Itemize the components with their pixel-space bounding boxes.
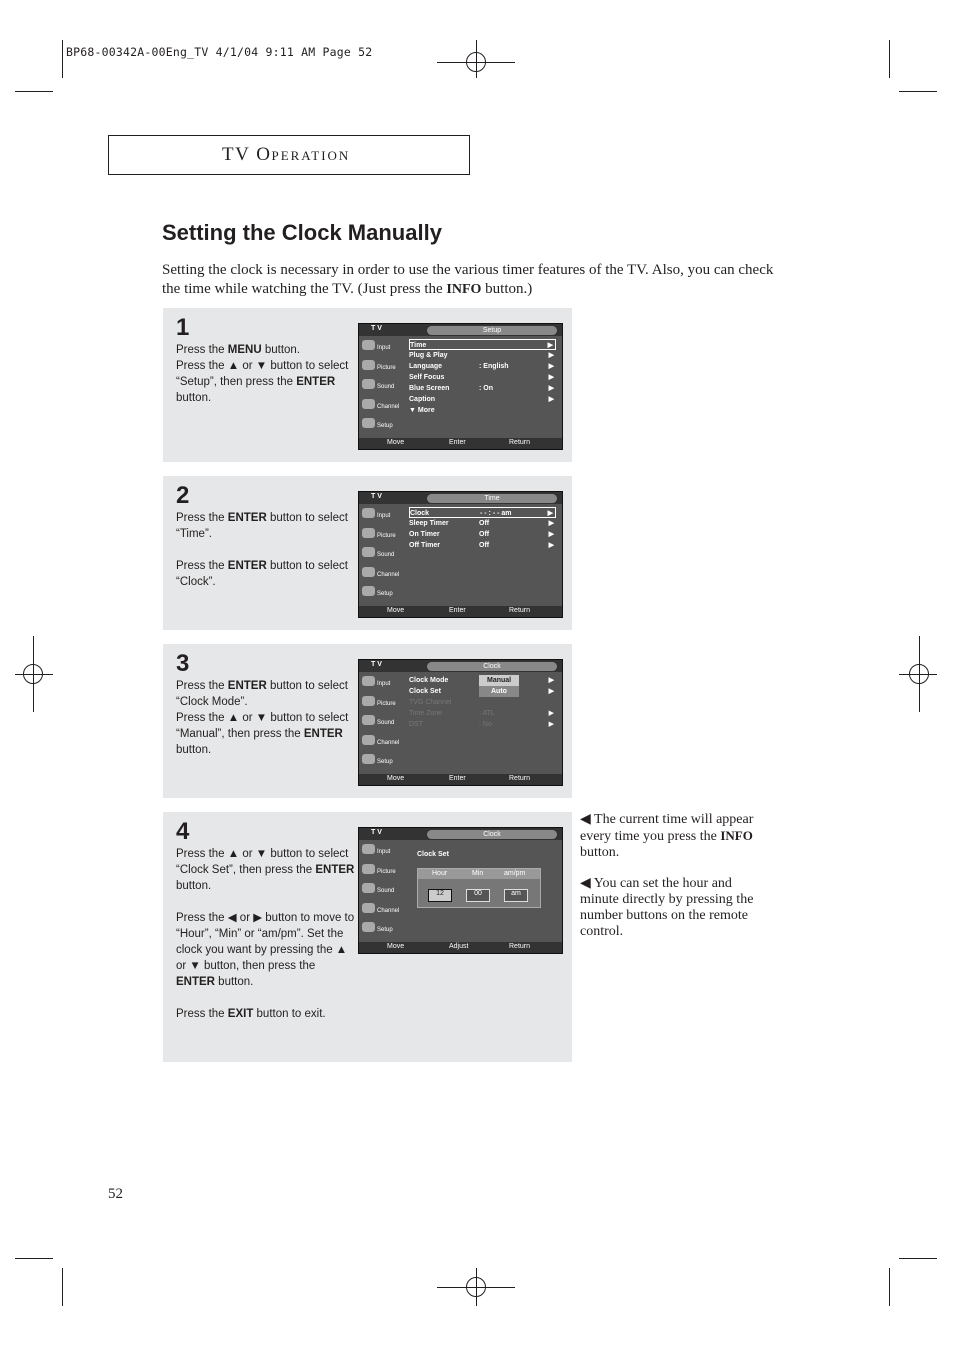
crop-mark <box>15 674 53 675</box>
intro-text-end: button.) <box>481 280 533 297</box>
crop-mark <box>889 40 890 78</box>
menu-row: ▼ More <box>409 407 435 414</box>
menu-row: TVG Channel <box>409 699 452 706</box>
text: button. <box>176 392 212 404</box>
step-number: 4 <box>176 818 190 845</box>
menu-title: Setup <box>427 326 557 335</box>
crop-mark <box>899 674 937 675</box>
tv-screen: T V Clock Input Picture Sound Channel Setup Clock Mode Manual ▶ Clock Set Auto ▶ TVG Channel Time Zone : ATL ▶ DST : No ▶ Move Enter Return <box>358 659 563 786</box>
tv-screen: T V Time Input Picture Sound Channel Setup Clock - - : - - am ▶ Sleep Timer Off ▶ On Timer Off ▶ Off Timer Off ▶ Move Enter Return <box>358 491 563 618</box>
setup-icon <box>362 754 375 764</box>
sound-icon <box>362 715 375 725</box>
menu-row: Off Timer Off ▶ <box>409 542 554 549</box>
crop-mark <box>62 1268 63 1306</box>
menu-row: On Timer Off ▶ <box>409 531 554 538</box>
menu-row: Language : English ▶ <box>409 363 554 370</box>
intro-info: INFO <box>446 281 482 297</box>
picture-icon <box>362 696 375 706</box>
tv-footer: Move Adjust Return <box>359 942 562 953</box>
crop-mark <box>899 1258 937 1259</box>
menu-row: DST : No ▶ <box>409 721 554 728</box>
menu-row: Time ▶ <box>409 339 556 350</box>
channel-icon <box>362 567 375 577</box>
menu-row: Plug & Play ▶ <box>409 352 554 359</box>
menu-row: Clock - - : - - am ▶ <box>409 507 556 518</box>
menu-row: Sleep Timer Off ▶ <box>409 520 554 527</box>
menu-row: Time Zone : ATL ▶ <box>409 710 554 717</box>
input-icon <box>362 340 375 350</box>
step-text: Press the ▲ or ▼ button to select “Clock Set”, then press the ENTER button. Press the ◀ or ▶ button to move to “Hour”, “Min” or “am/pm”. Set the clock you want by pressing the ▲ or ▼ button, then press the ENTER button. Press the EXIT button to exit. <box>176 848 355 1020</box>
section-op-rest: PERATION <box>271 148 351 163</box>
sound-icon <box>362 547 375 557</box>
crop-mark <box>476 40 477 78</box>
sound-icon <box>362 883 375 893</box>
step-panel-2 <box>163 476 572 630</box>
sidebar-channel: Channel <box>359 395 405 415</box>
sidebar-sound: Sound <box>359 375 405 395</box>
crop-mark <box>476 1268 477 1306</box>
input-icon <box>362 508 375 518</box>
page-number: 52 <box>108 1186 123 1202</box>
tv-footer: Move Enter Return <box>359 438 562 449</box>
tv-sidebar: Input Picture Sound Channel Setup <box>359 840 405 941</box>
intro-text: Setting the clock is necessary in order to use the various timer features of the TV. Also, you can check the time while watching the TV. (Just press the <box>162 262 774 297</box>
input-icon <box>362 844 375 854</box>
min-field: 00 <box>466 889 490 902</box>
crop-mark <box>919 636 920 712</box>
tv-sidebar: Input Picture Sound Channel Setup <box>359 672 405 773</box>
sidebar-picture: Picture <box>359 356 405 376</box>
sound-icon <box>362 379 375 389</box>
text: button. <box>261 344 301 356</box>
channel-icon <box>362 399 375 409</box>
crop-mark <box>889 1268 890 1306</box>
intro-paragraph <box>162 261 787 299</box>
crop-mark <box>15 91 53 92</box>
menu-row: Clock Set Auto ▶ <box>409 688 554 695</box>
step-panel-1 <box>163 308 572 462</box>
note-1: ◀ The current time will appear every time you press the INFO button. <box>580 812 754 860</box>
crop-mark <box>62 40 63 78</box>
clock-set-label: Clock Set <box>417 851 449 858</box>
input-icon <box>362 676 375 686</box>
section-op-first: O <box>256 144 272 165</box>
setup-icon <box>362 922 375 932</box>
setup-icon <box>362 418 375 428</box>
step-number: 2 <box>176 482 190 509</box>
page-title: Setting the Clock Manually <box>162 220 442 245</box>
note-2: ◀ You can set the hour and minute directly by pressing the number buttons on the remote control. <box>580 876 754 939</box>
channel-icon <box>362 903 375 913</box>
menu-row: Clock Mode Manual ▶ <box>409 677 554 684</box>
tv-sidebar: Input Picture Sound Channel Setup <box>359 504 405 605</box>
crop-mark <box>15 1258 53 1259</box>
step-number: 1 <box>176 314 190 341</box>
setup-icon <box>362 586 375 596</box>
sidebar-setup: Setup <box>359 414 405 434</box>
channel-icon <box>362 735 375 745</box>
crop-mark <box>899 91 937 92</box>
picture-icon <box>362 864 375 874</box>
tv-screen <box>358 323 563 450</box>
print-header: BP68-00342A-00Eng_TV 4/1/04 9:11 AM Page 52 <box>66 45 373 59</box>
tv-label: T V <box>371 325 382 332</box>
text: Press the ▲ or ▼ button to select “Setup”, then press the <box>176 360 349 388</box>
hour-field: 12 <box>428 889 452 902</box>
menu-row: Caption ▶ <box>409 396 554 403</box>
picture-icon <box>362 528 375 538</box>
step-text: Press the ENTER button to select “Clock Mode”. Press the ▲ or ▼ button to select “Manual”, then press the ENTER button. <box>176 680 349 756</box>
clock-set-box <box>417 868 541 908</box>
step-panel-4 <box>163 812 572 1062</box>
ampm-field: am <box>504 889 528 902</box>
menu-key: MENU <box>227 344 262 356</box>
step-text <box>176 342 356 406</box>
tv-screen: T V Clock Input Picture Sound Channel Setup Clock Set Hour Min am/pm 12 00 am Move Adjust Return <box>358 827 563 954</box>
step-text: Press the ENTER button to select “Time”. Press the ENTER button to select “Clock”. <box>176 512 348 588</box>
step-panel-3 <box>163 644 572 798</box>
step-number: 3 <box>176 650 190 677</box>
clock-columns: Hour Min am/pm <box>418 869 540 879</box>
section-title <box>222 144 350 166</box>
crop-mark <box>33 636 34 712</box>
menu-row: Blue Screen : On ▶ <box>409 385 554 392</box>
tv-sidebar <box>359 336 405 437</box>
tv-footer: Move Enter Return <box>359 606 562 617</box>
sidebar-input: Input <box>359 336 405 356</box>
tv-footer: Move Enter Return <box>359 774 562 785</box>
menu-row: Self Focus ▶ <box>409 374 554 381</box>
text: Press the <box>176 344 228 356</box>
enter-key: ENTER <box>296 376 336 388</box>
picture-icon <box>362 360 375 370</box>
section-tv: TV <box>222 144 250 165</box>
